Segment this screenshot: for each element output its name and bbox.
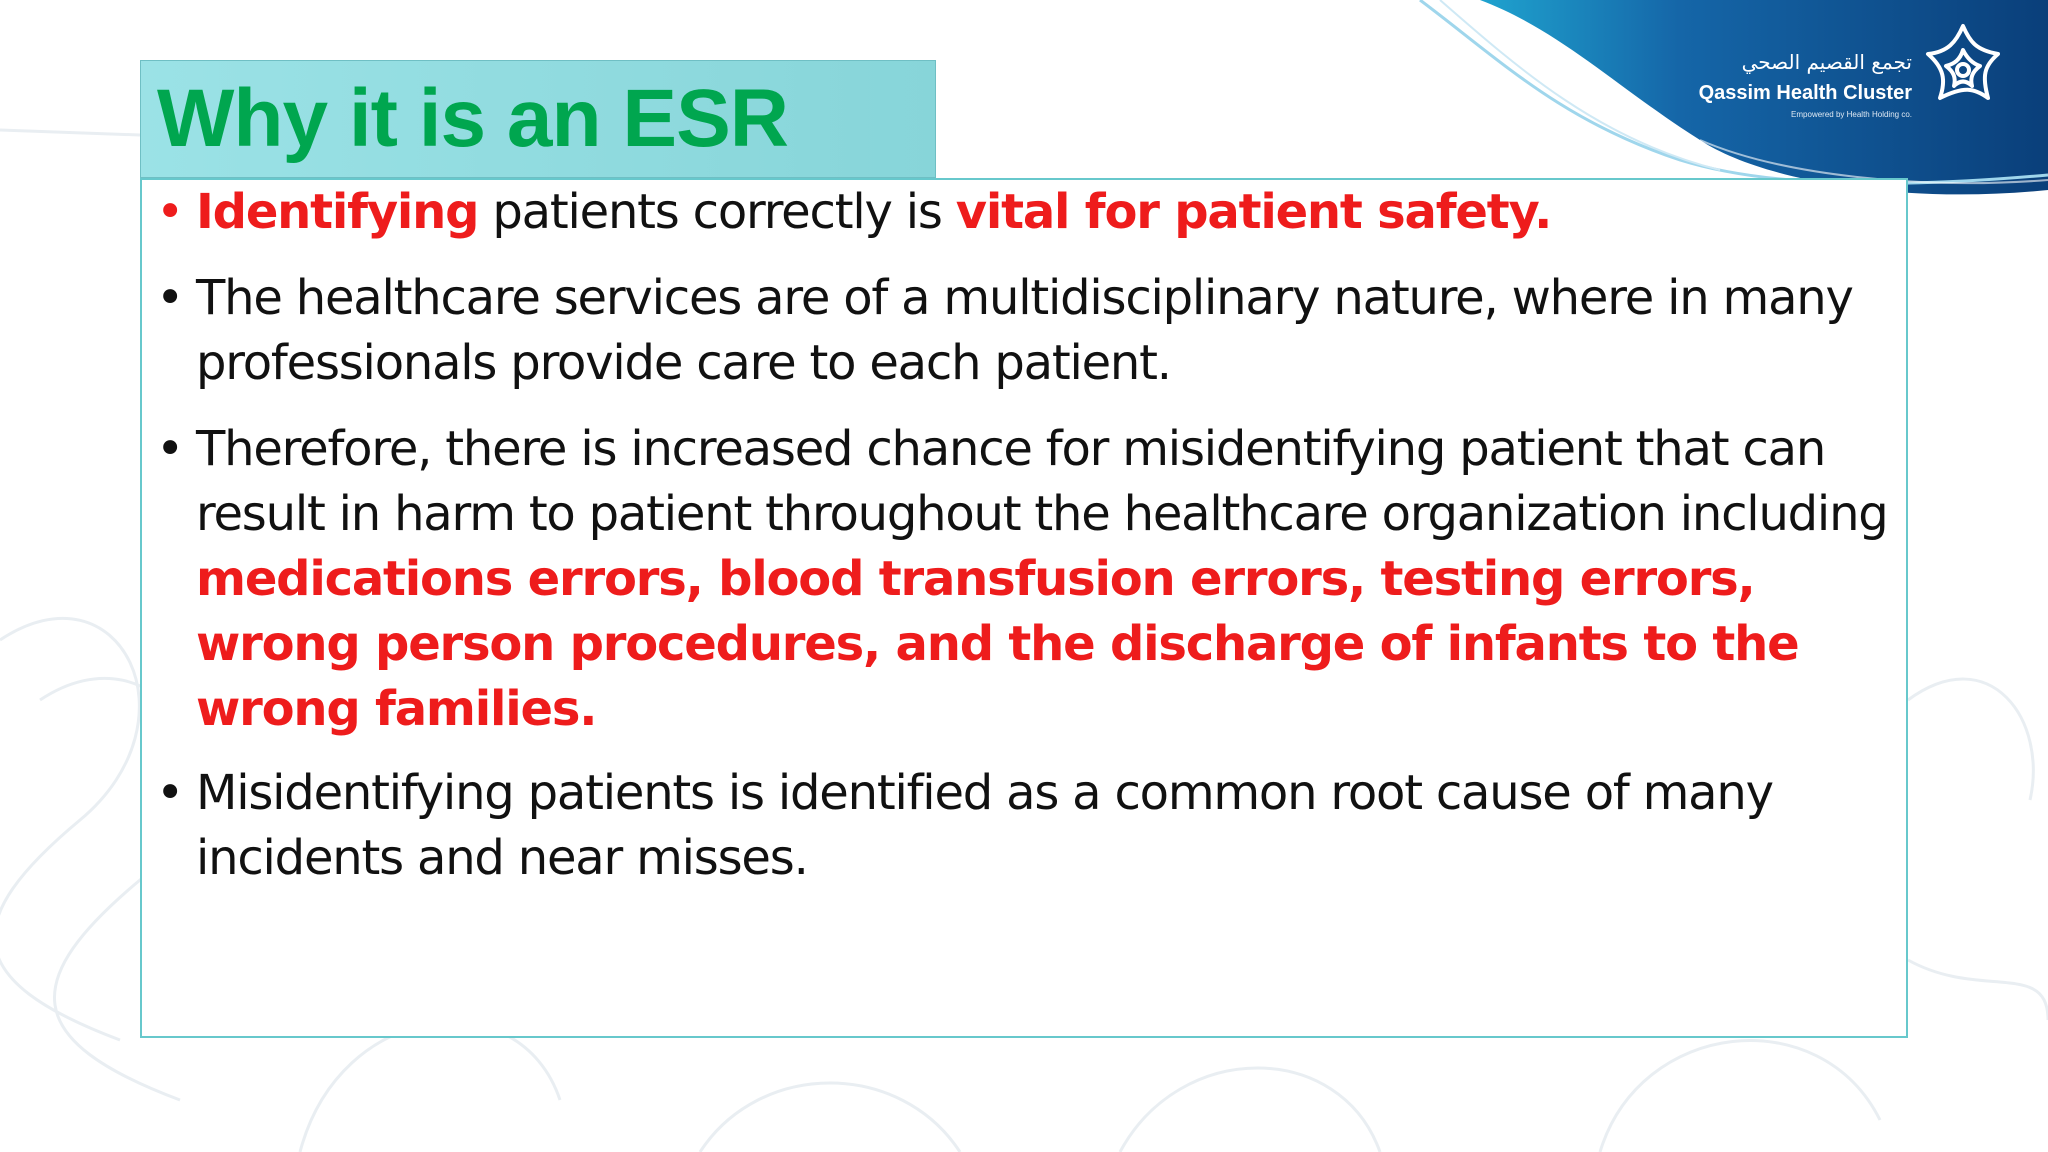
- qassim-health-cluster-logo: [1690, 20, 2030, 130]
- bullet-text: [196, 761, 1896, 891]
- bullet-text: [196, 417, 1896, 742]
- body-text: Misidentifying patients is identified as a common root cause of many incidents and near misses.: [196, 765, 1773, 886]
- content-box: [140, 178, 1908, 1038]
- emphasis-text: vital for patient safety.: [955, 184, 1552, 240]
- slide-title: Why it is an ESR: [157, 73, 788, 164]
- body-text: Therefore, there is increased chance for misidentifying patient that can result in harm to patient throughout the healthcare organization including: [196, 421, 1888, 542]
- logo-star-icon: [1918, 20, 2008, 120]
- logo-tagline: Empowered by Health Holding co.: [1791, 110, 1912, 119]
- bullet-glyph: •: [156, 184, 184, 240]
- bullet-glyph: •: [156, 421, 184, 477]
- body-text: patients correctly is: [478, 184, 956, 240]
- bullet-glyph: •: [156, 270, 184, 326]
- logo-english-name: Qassim Health Cluster: [1698, 82, 1912, 104]
- logo-arabic-name: تجمع القصيم الصحي: [1741, 50, 1912, 74]
- title-banner: [140, 60, 936, 178]
- body-text: The healthcare services are of a multidisciplinary nature, where in many professionals provide care to each patient.: [196, 270, 1853, 391]
- emphasis-text: Identifying: [196, 184, 479, 240]
- bullet-glyph: •: [156, 765, 184, 821]
- bullet-text: [196, 266, 1896, 396]
- emphasis-text: medications errors, blood transfusion errors, testing errors, wrong person procedures, and the discharge of infants to the wrong families.: [196, 551, 1799, 737]
- bullet-text: [196, 180, 1896, 245]
